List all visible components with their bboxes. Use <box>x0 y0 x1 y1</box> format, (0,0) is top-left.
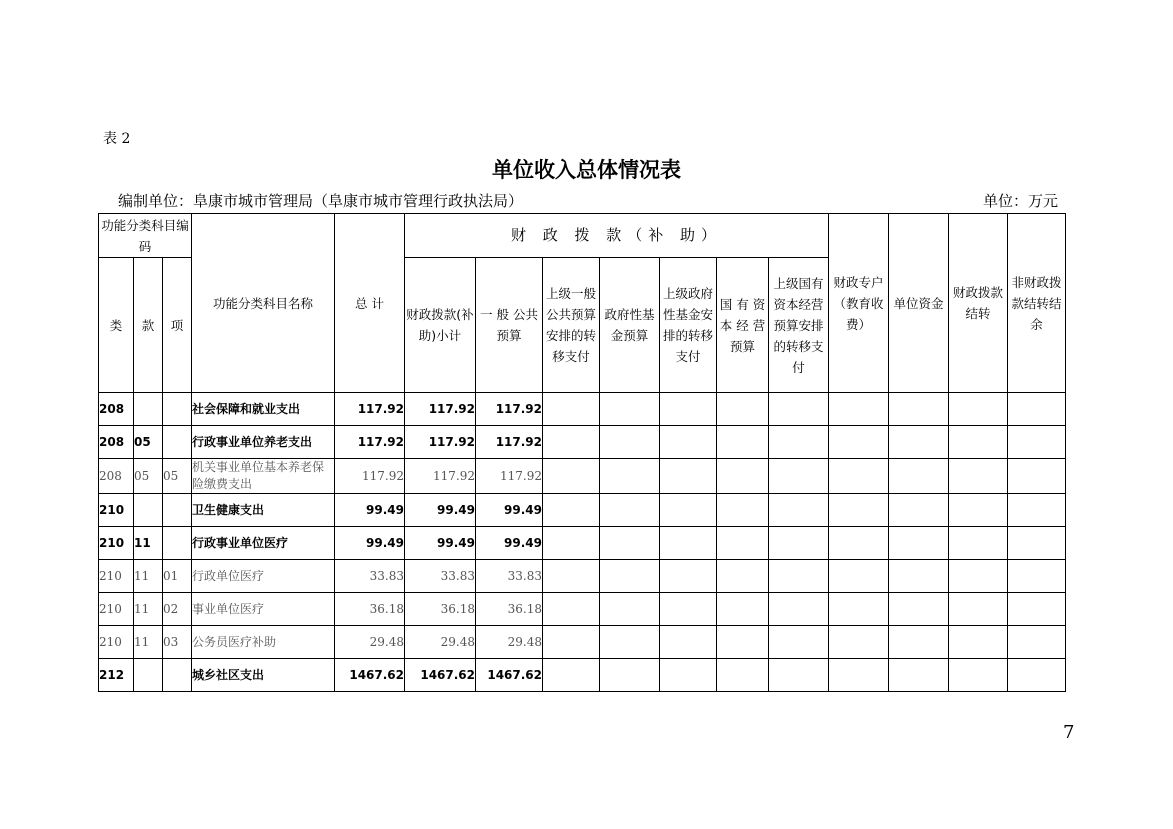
header-unit-fund: 单位资金 <box>889 214 949 393</box>
cell-subject-name: 事业单位医疗 <box>192 593 335 626</box>
cell-fiscal-subtotal: 29.48 <box>405 626 476 659</box>
cell-general-budget: 99.49 <box>476 527 543 560</box>
cell-general-budget: 36.18 <box>476 593 543 626</box>
cell-general-budget: 117.92 <box>476 459 543 494</box>
cell-gov-fund <box>600 494 660 527</box>
table-row <box>99 659 1066 692</box>
header-lei: 类 <box>99 258 134 393</box>
cell-gov-fund <box>600 527 660 560</box>
header-gov-fund: 政府性基金预算 <box>600 258 660 393</box>
cell-transfer-capital <box>769 560 829 593</box>
page-number: 7 <box>1063 722 1075 743</box>
cell-unit-fund <box>889 659 949 692</box>
cell-non-fiscal <box>1008 527 1066 560</box>
cell-carryover <box>949 626 1008 659</box>
table-row <box>99 494 1066 527</box>
cell-code-xiang <box>163 527 192 560</box>
cell-carryover <box>949 426 1008 459</box>
header-subject-name: 功能分类科目名称 <box>192 214 335 393</box>
cell-total: 36.18 <box>335 593 405 626</box>
cell-carryover <box>949 393 1008 426</box>
header-state-capital: 国 有 资 本 经 营 预算 <box>717 258 769 393</box>
cell-total: 99.49 <box>335 494 405 527</box>
cell-unit-fund <box>889 459 949 494</box>
cell-fiscal-subtotal: 33.83 <box>405 560 476 593</box>
cell-edu-account <box>829 560 889 593</box>
cell-transfer-general <box>543 527 600 560</box>
cell-code-xiang: 02 <box>163 593 192 626</box>
cell-transfer-fund <box>660 393 717 426</box>
cell-state-capital <box>717 426 769 459</box>
cell-code-kuan: 11 <box>134 560 163 593</box>
table-row <box>99 560 1066 593</box>
cell-code-xiang <box>163 393 192 426</box>
cell-state-capital <box>717 494 769 527</box>
cell-general-budget: 33.83 <box>476 560 543 593</box>
cell-gov-fund <box>600 426 660 459</box>
cell-total: 117.92 <box>335 393 405 426</box>
cell-code-lei: 210 <box>99 593 134 626</box>
cell-transfer-capital <box>769 393 829 426</box>
table-row <box>99 527 1066 560</box>
header-edu-account: 财政专户（教育收费） <box>829 214 889 393</box>
cell-transfer-fund <box>660 626 717 659</box>
header-transfer-capital: 上级国有资本经营预算安排的转移支付 <box>769 258 829 393</box>
cell-gov-fund <box>600 593 660 626</box>
cell-unit-fund <box>889 393 949 426</box>
cell-carryover <box>949 659 1008 692</box>
cell-transfer-general <box>543 494 600 527</box>
cell-non-fiscal <box>1008 494 1066 527</box>
cell-code-lei: 212 <box>99 659 134 692</box>
cell-total: 117.92 <box>335 426 405 459</box>
header-total: 总 计 <box>335 214 405 393</box>
cell-gov-fund <box>600 626 660 659</box>
cell-fiscal-subtotal: 117.92 <box>405 393 476 426</box>
cell-total: 29.48 <box>335 626 405 659</box>
header-transfer-fund: 上级政府性基金安排的转移支付 <box>660 258 717 393</box>
cell-state-capital <box>717 527 769 560</box>
cell-subject-name: 城乡社区支出 <box>192 659 335 692</box>
cell-non-fiscal <box>1008 393 1066 426</box>
cell-transfer-fund <box>660 527 717 560</box>
cell-transfer-capital <box>769 459 829 494</box>
cell-unit-fund <box>889 494 949 527</box>
cell-non-fiscal <box>1008 626 1066 659</box>
cell-non-fiscal <box>1008 426 1066 459</box>
cell-code-kuan <box>134 393 163 426</box>
income-summary-table <box>98 213 1066 692</box>
cell-code-lei: 210 <box>99 626 134 659</box>
cell-code-lei: 208 <box>99 393 134 426</box>
cell-unit-fund <box>889 626 949 659</box>
cell-code-kuan <box>134 659 163 692</box>
cell-code-kuan <box>134 494 163 527</box>
cell-state-capital <box>717 659 769 692</box>
cell-subject-name: 行政单位医疗 <box>192 560 335 593</box>
cell-edu-account <box>829 659 889 692</box>
cell-carryover <box>949 494 1008 527</box>
cell-code-lei: 208 <box>99 459 134 494</box>
table-number: 表 2 <box>103 131 131 147</box>
cell-non-fiscal <box>1008 459 1066 494</box>
cell-gov-fund <box>600 459 660 494</box>
cell-transfer-capital <box>769 527 829 560</box>
cell-unit-fund <box>889 527 949 560</box>
table-row <box>99 593 1066 626</box>
header-general-budget: 一 般 公共预算 <box>476 258 543 393</box>
table-row <box>99 459 1066 494</box>
cell-subject-name: 社会保障和就业支出 <box>192 393 335 426</box>
cell-edu-account <box>829 393 889 426</box>
cell-subject-name: 卫生健康支出 <box>192 494 335 527</box>
cell-carryover <box>949 560 1008 593</box>
cell-state-capital <box>717 626 769 659</box>
cell-transfer-capital <box>769 626 829 659</box>
cell-edu-account <box>829 593 889 626</box>
cell-general-budget: 99.49 <box>476 494 543 527</box>
cell-state-capital <box>717 593 769 626</box>
cell-edu-account <box>829 426 889 459</box>
cell-transfer-capital <box>769 426 829 459</box>
cell-fiscal-subtotal: 99.49 <box>405 494 476 527</box>
cell-unit-fund <box>889 426 949 459</box>
cell-unit-fund <box>889 560 949 593</box>
cell-state-capital <box>717 393 769 426</box>
cell-transfer-fund <box>660 560 717 593</box>
table-row <box>99 393 1066 426</box>
cell-general-budget: 117.92 <box>476 393 543 426</box>
cell-non-fiscal <box>1008 659 1066 692</box>
header-non-fiscal: 非财政拨款结转结余 <box>1008 214 1066 393</box>
cell-unit-fund <box>889 593 949 626</box>
cell-transfer-fund <box>660 494 717 527</box>
header-code-group: 功能分类科目编码 <box>99 214 192 258</box>
cell-code-kuan: 11 <box>134 593 163 626</box>
cell-non-fiscal <box>1008 560 1066 593</box>
cell-fiscal-subtotal: 117.92 <box>405 426 476 459</box>
cell-code-xiang: 01 <box>163 560 192 593</box>
cell-code-kuan: 11 <box>134 527 163 560</box>
cell-total: 99.49 <box>335 527 405 560</box>
cell-code-lei: 210 <box>99 494 134 527</box>
cell-carryover <box>949 527 1008 560</box>
cell-code-kuan: 11 <box>134 626 163 659</box>
cell-transfer-general <box>543 626 600 659</box>
cell-carryover <box>949 593 1008 626</box>
cell-transfer-capital <box>769 494 829 527</box>
cell-fiscal-subtotal: 1467.62 <box>405 659 476 692</box>
cell-general-budget: 117.92 <box>476 426 543 459</box>
cell-subject-name: 公务员医疗补助 <box>192 626 335 659</box>
cell-fiscal-subtotal: 117.92 <box>405 459 476 494</box>
cell-subject-name: 行政事业单位医疗 <box>192 527 335 560</box>
compiling-unit: 编制单位：阜康市城市管理局（阜康市城市管理行政执法局） <box>118 192 524 210</box>
cell-code-kuan: 05 <box>134 426 163 459</box>
cell-subject-name: 机关事业单位基本养老保险缴费支出 <box>192 459 335 494</box>
header-carryover: 财政拨款结转 <box>949 214 1008 393</box>
cell-code-xiang <box>163 659 192 692</box>
cell-transfer-general <box>543 426 600 459</box>
cell-fiscal-subtotal: 99.49 <box>405 527 476 560</box>
cell-code-lei: 210 <box>99 560 134 593</box>
cell-fiscal-subtotal: 36.18 <box>405 593 476 626</box>
cell-transfer-fund <box>660 659 717 692</box>
cell-gov-fund <box>600 560 660 593</box>
cell-state-capital <box>717 459 769 494</box>
cell-general-budget: 29.48 <box>476 626 543 659</box>
cell-code-xiang: 03 <box>163 626 192 659</box>
cell-subject-name: 行政事业单位养老支出 <box>192 426 335 459</box>
cell-edu-account <box>829 626 889 659</box>
page-title: 单位收入总体情况表 <box>492 158 681 182</box>
cell-code-kuan: 05 <box>134 459 163 494</box>
cell-total: 117.92 <box>335 459 405 494</box>
cell-code-lei: 210 <box>99 527 134 560</box>
header-xiang: 项 <box>163 258 192 393</box>
header-kuan: 款 <box>134 258 163 393</box>
table-row <box>99 426 1066 459</box>
cell-total: 33.83 <box>335 560 405 593</box>
cell-transfer-capital <box>769 659 829 692</box>
header-transfer-general: 上级一般公共预算安排的转移支付 <box>543 258 600 393</box>
cell-edu-account <box>829 459 889 494</box>
cell-edu-account <box>829 494 889 527</box>
cell-state-capital <box>717 560 769 593</box>
cell-transfer-fund <box>660 459 717 494</box>
cell-general-budget: 1467.62 <box>476 659 543 692</box>
cell-transfer-general <box>543 459 600 494</box>
cell-transfer-fund <box>660 593 717 626</box>
table-row <box>99 626 1066 659</box>
cell-transfer-capital <box>769 593 829 626</box>
cell-transfer-general <box>543 560 600 593</box>
cell-transfer-general <box>543 659 600 692</box>
cell-code-xiang: 05 <box>163 459 192 494</box>
cell-gov-fund <box>600 393 660 426</box>
cell-carryover <box>949 459 1008 494</box>
cell-total: 1467.62 <box>335 659 405 692</box>
cell-transfer-general <box>543 593 600 626</box>
cell-edu-account <box>829 527 889 560</box>
header-fiscal-group: 财 政 拨 款（补 助） <box>405 214 829 258</box>
cell-transfer-general <box>543 393 600 426</box>
header-fiscal-subtotal: 财政拨款(补助)小计 <box>405 258 476 393</box>
cell-non-fiscal <box>1008 593 1066 626</box>
cell-transfer-fund <box>660 426 717 459</box>
currency-unit: 单位：万元 <box>982 192 1058 210</box>
cell-code-lei: 208 <box>99 426 134 459</box>
cell-code-xiang <box>163 494 192 527</box>
cell-code-xiang <box>163 426 192 459</box>
cell-gov-fund <box>600 659 660 692</box>
